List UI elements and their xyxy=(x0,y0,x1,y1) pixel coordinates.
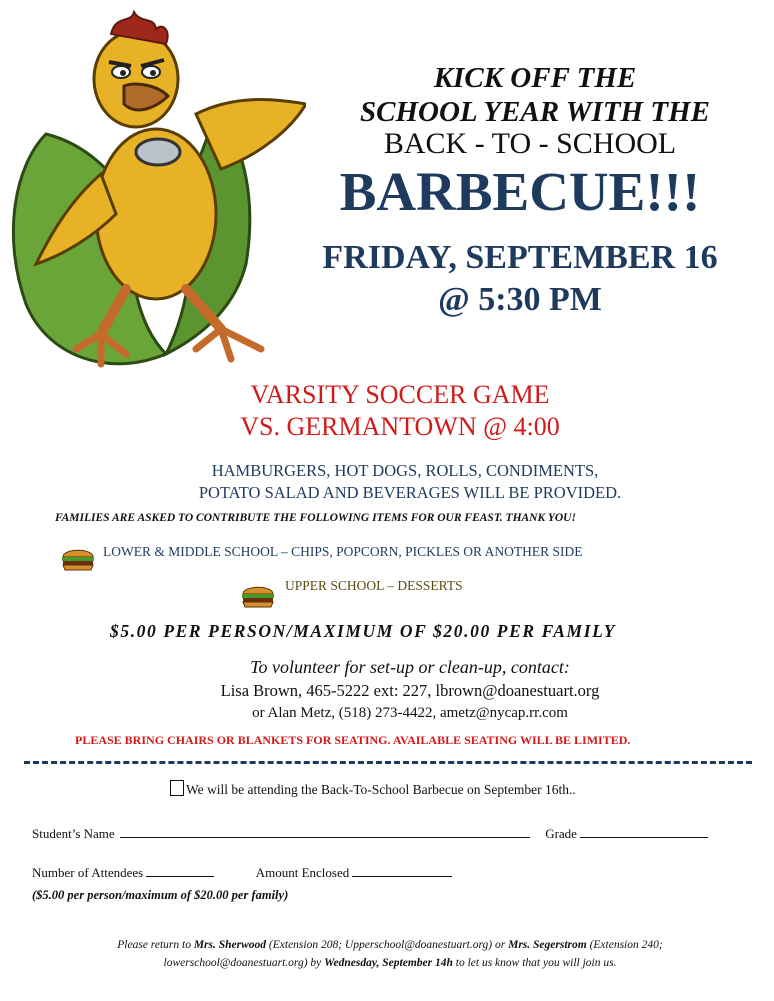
footer-text: (Extension 240; xyxy=(586,939,663,951)
student-name-label: Student’s Name xyxy=(32,826,115,841)
attending-label: We will be attending the Back-To-School Barbecue on September 16th.. xyxy=(186,782,576,797)
cut-line-divider xyxy=(24,761,752,764)
return-deadline: Wednesday, September 14h xyxy=(324,957,453,969)
grade-label: Grade xyxy=(545,826,577,841)
price-note: ($5.00 per person/maximum of $20.00 per family) xyxy=(32,888,289,902)
amount-field[interactable] xyxy=(352,862,452,877)
hamburger-icon xyxy=(240,582,276,610)
item-upper: UPPER SCHOOL – DESSERTS xyxy=(285,578,463,593)
attending-checkbox[interactable] xyxy=(170,780,184,796)
attendees-row xyxy=(32,862,732,882)
headline-line-2: SCHOOL YEAR WITH THE xyxy=(360,96,710,128)
grade-field[interactable] xyxy=(580,823,708,838)
volunteer-contact-2: or Alan Metz, (518) 273-4422, ametz@nycap.rr.com xyxy=(252,705,568,721)
provided-line-1: HAMBURGERS, HOT DOGS, ROLLS, CONDIMENTS, xyxy=(211,461,599,480)
soccer-line-2: VS. GERMANTOWN @ 4:00 xyxy=(240,412,560,441)
headline-line-3: BACK - TO - SCHOOL xyxy=(383,127,677,160)
hamburger-icon xyxy=(60,545,96,573)
student-name-field[interactable] xyxy=(120,823,530,838)
volunteer-contact-1: Lisa Brown, 465-5222 ext: 227, lbrown@doanestuart.org xyxy=(220,681,600,700)
footer-line-2 xyxy=(40,954,740,972)
event-title: BARBECUE!!! xyxy=(339,161,701,222)
volunteer-heading: To volunteer for set-up or clean-up, contact: xyxy=(250,657,570,677)
chicken-mascot-image xyxy=(6,4,306,384)
contact-name-segerstrom: Mrs. Segerstrom xyxy=(508,939,587,951)
footer-text: lowerschool@doanestuart.org) by xyxy=(163,957,325,969)
provided-line-2: POTATO SALAD AND BEVERAGES WILL BE PROVIDED. xyxy=(198,483,622,502)
price-line: $5.00 PER PERSON/MAXIMUM OF $20.00 PER FAMILY xyxy=(110,621,617,641)
families-note: FAMILIES ARE ASKED TO CONTRIBUTE THE FOLLOWING ITEMS FOR OUR FEAST. THANK YOU! xyxy=(55,512,576,524)
student-name-row xyxy=(32,823,732,843)
item-lower-middle: LOWER & MIDDLE SCHOOL – CHIPS, POPCORN, PICKLES OR ANOTHER SIDE xyxy=(103,544,583,559)
seating-note: PLEASE BRING CHAIRS OR BLANKETS FOR SEATING. AVAILABLE SEATING WILL BE LIMITED. xyxy=(75,733,631,747)
footer-text: (Extension 208; Upperschool@doanestuart.org) or xyxy=(266,939,509,951)
footer-line-1 xyxy=(40,936,740,954)
footer-text: to let us know that you will join us. xyxy=(452,957,617,969)
footer-text: Please return to xyxy=(117,939,194,951)
attendees-field[interactable] xyxy=(146,862,214,877)
contact-name-sherwood: Mrs. Sherwood xyxy=(193,939,267,951)
headline-line-1: KICK OFF THE xyxy=(433,62,637,94)
attending-row xyxy=(170,780,690,799)
event-time: @ 5:30 PM xyxy=(438,281,602,318)
event-date: FRIDAY, SEPTEMBER 16 xyxy=(322,239,718,276)
attendees-label: Number of Attendees xyxy=(32,865,144,880)
soccer-line-1: VARSITY SOCCER GAME xyxy=(250,380,550,409)
amount-label: Amount Enclosed xyxy=(255,865,350,880)
